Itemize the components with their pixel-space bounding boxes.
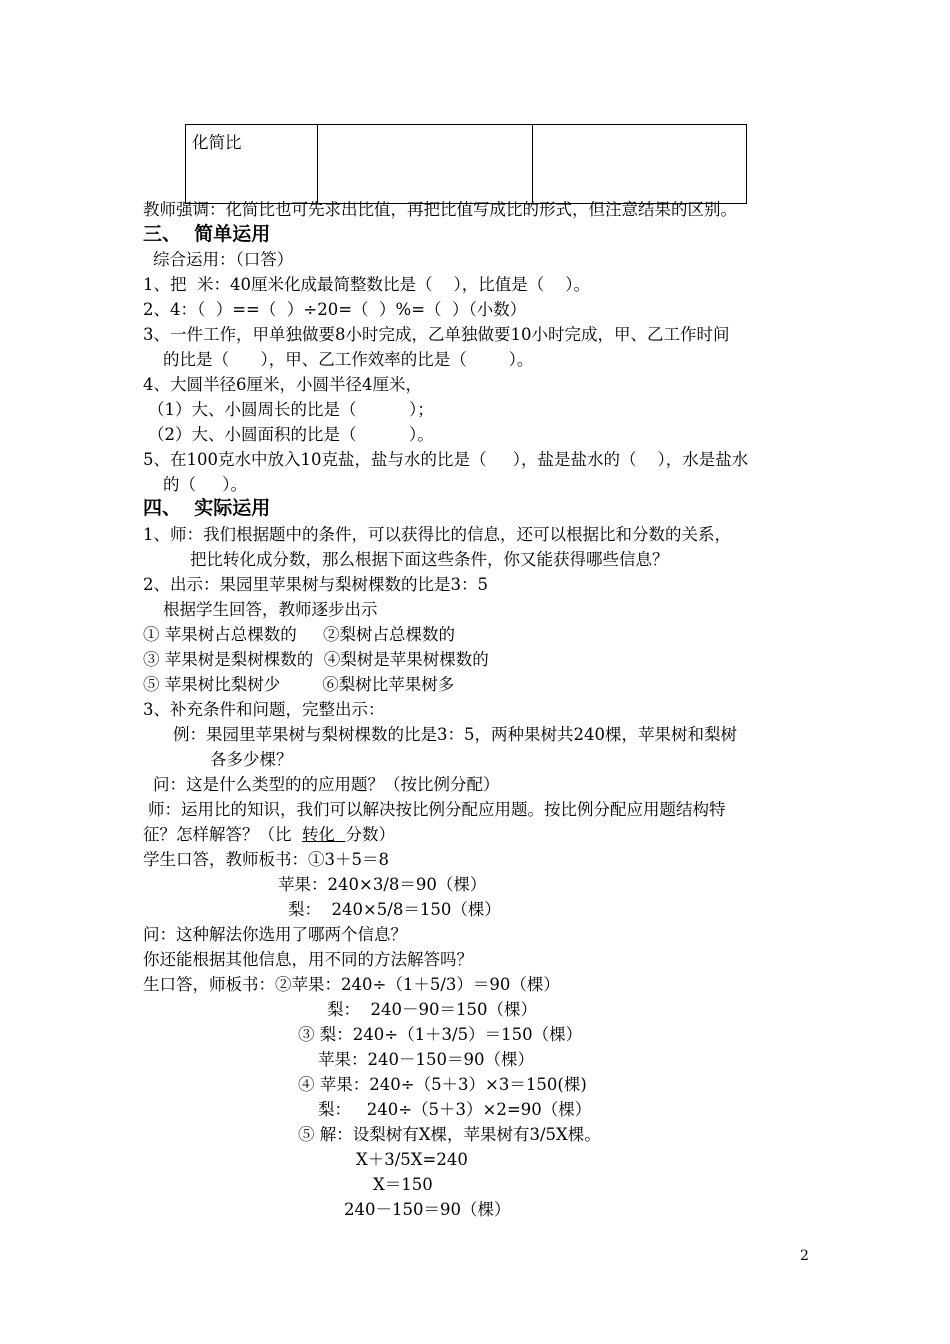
text-line: （1）大、小圆周长的比是（ ）；	[148, 400, 434, 419]
text-line: 2、出示：果园里苹果树与梨树棵数的比是3：5	[143, 575, 488, 594]
text-line: 4、大圆半径6厘米，小圆半径4厘米，	[143, 375, 422, 394]
text-line: 问：这是什么类型的的应用题？（按比例分配）	[153, 775, 500, 794]
text-segment: 分数）	[345, 825, 395, 844]
underlined-word: 转化	[302, 825, 346, 844]
table-cell	[533, 125, 747, 204]
text-line: ⑤ 苹果树比梨树少 ⑥梨树比苹果树多	[143, 675, 455, 694]
text-line: 把比转化成分数，那么根据下面这些条件，你又能获得哪些信息？	[190, 550, 669, 569]
text-line: 3、一件工作，甲单独做要8小时完成，乙单独做要10小时完成，甲、乙工作时间	[143, 325, 730, 344]
equation-line: 240－150＝90（棵）	[344, 1200, 511, 1219]
text-line: ③ 苹果树是梨树棵数的 ④梨树是苹果树棵数的	[143, 650, 489, 669]
text-line: （2）大、小圆面积的比是（ ）。	[148, 425, 434, 444]
simplify-ratio-table	[185, 124, 747, 204]
solution-line: ④ 苹果：240÷（5＋3）×3＝150(棵)	[298, 1075, 587, 1094]
text-line: 根据学生回答，教师逐步出示	[163, 600, 378, 619]
solution-line: ⑤ 解：设梨树有X棵，苹果树有3/5X棵。	[298, 1125, 601, 1144]
text-line: 的比是（ ），甲、乙工作效率的比是（ ）。	[163, 350, 534, 369]
text-line: ① 苹果树占总棵数的 ②梨树占总棵数的	[143, 625, 455, 644]
section-3-heading: 三、 简单运用	[143, 223, 271, 245]
solution-line: 梨： 240÷（5＋3）×2=90（棵）	[318, 1100, 592, 1119]
teacher-note: 教师强调：化简比也可先求出比值，再把比值写成比的形式，但注意结果的区别。	[143, 200, 737, 219]
table-cell	[318, 125, 533, 204]
solution-line: ③ 梨：240÷（1＋3/5）＝150（棵）	[298, 1025, 583, 1044]
text-line: 2、4：（ ）==（ ）÷20=（ ）%=（ ）（小数）	[143, 300, 527, 319]
text-line: 问：这种解法你选用了哪两个信息？	[143, 925, 407, 944]
text-line: 的（ ）。	[163, 475, 247, 494]
solution-line: 生口答，师板书：②苹果：240÷（1＋5/3）＝90（棵）	[143, 975, 560, 994]
text-segment: 征？怎样解答？（比	[143, 825, 302, 844]
equation-line: X＋3/5X=240	[356, 1150, 468, 1169]
page-number: 2	[800, 1248, 809, 1264]
solution-line: 苹果：240×3/8＝90（棵）	[278, 875, 487, 894]
text-line	[143, 824, 395, 846]
solution-line: 苹果：240－150＝90（棵）	[318, 1050, 534, 1069]
example-line: 例：果园里苹果树与梨树棵数的比是3：5，两种果树共240棵，苹果树和梨树	[173, 725, 737, 744]
text-line: 1、把 米：40厘米化成最简整数比是（ ），比值是（ ）。	[143, 275, 590, 294]
solution-line: 梨： 240×5/8＝150（棵）	[288, 900, 501, 919]
solution-line: 梨： 240－90＝150（棵）	[327, 1000, 537, 1019]
section-4-heading: 四、 实际运用	[143, 497, 271, 519]
text-line: 综合运用：（口答）	[153, 250, 294, 269]
equation-line: X＝150	[373, 1175, 433, 1194]
solution-line: 学生口答，教师板书：①3＋5＝8	[143, 850, 389, 869]
text-line: 3、补充条件和问题，完整出示：	[143, 700, 385, 719]
text-line: 5、在100克水中放入10克盐，盐与水的比是（ ），盐是盐水的（ ），水是盐水	[143, 450, 749, 469]
text-line: 你还能根据其他信息，用不同的方法解答吗？	[143, 950, 473, 969]
text-line: 1、师：我们根据题中的条件，可以获得比的信息，还可以根据比和分数的关系，	[143, 525, 731, 544]
example-line: 各多少棵？	[210, 750, 293, 769]
table-cell: 化简比	[186, 125, 318, 204]
text-line: 师：运用比的知识，我们可以解决按比例分配应用题。按比例分配应用题结构特	[148, 800, 726, 819]
